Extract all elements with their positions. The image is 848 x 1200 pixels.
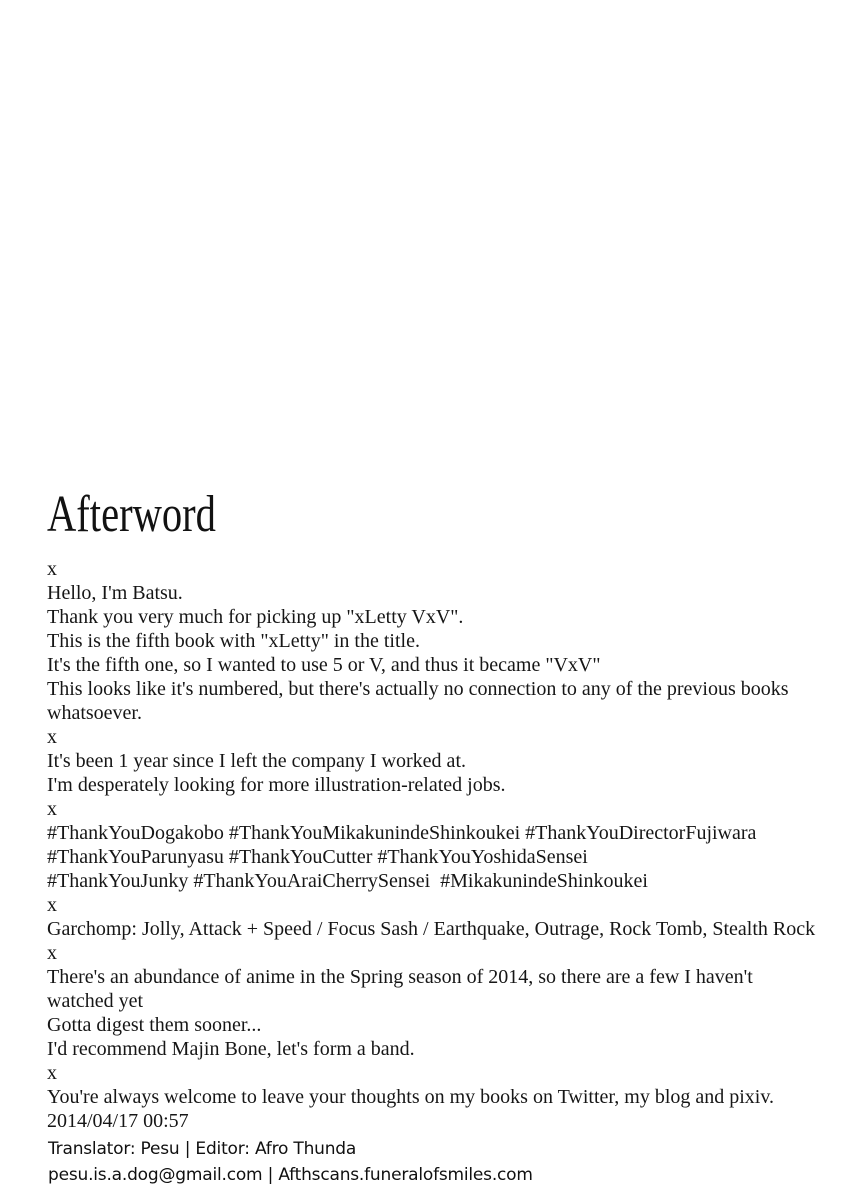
body-text-line: There's an abundance of anime in the Spring season of 2014, so there are a few I haven't	[47, 966, 753, 988]
body-text-line: x	[47, 798, 57, 820]
afterword-body	[47, 557, 819, 1133]
body-text-line: watched yet	[47, 990, 144, 1012]
body-text-line: Garchomp: Jolly, Attack + Speed / Focus Sash / Earthquake, Outrage, Rock Tomb, Stealth Rock	[47, 918, 816, 940]
body-text-line: This is the fifth book with "xLetty" in the title.	[47, 630, 420, 652]
body-text-line: It's the fifth one, so I wanted to use 5 or V, and thus it became "VxV"	[47, 654, 601, 676]
body-text-line: whatsoever.	[47, 702, 142, 724]
contact-line: pesu.is.a.dog@gmail.com | Afthscans.funeralofsmiles.com	[48, 1165, 533, 1185]
translator-credits	[48, 1136, 533, 1188]
page-title: Afterword	[47, 486, 216, 543]
body-text-line: x	[47, 894, 57, 916]
body-text-line: This looks like it's numbered, but there's actually no connection to any of the previous books	[47, 678, 789, 700]
body-text-line: x	[47, 942, 57, 964]
body-text-line: You're always welcome to leave your thoughts on my books on Twitter, my blog and pixiv.	[47, 1086, 775, 1108]
body-text-line: I'd recommend Majin Bone, let's form a band.	[47, 1038, 415, 1060]
body-text-line: #ThankYouJunky #ThankYouAraiCherrySensei #MikakunindeShinkoukei	[47, 870, 648, 892]
body-text-line: It's been 1 year since I left the company I worked at.	[47, 750, 466, 772]
translator-editor-line: Translator: Pesu | Editor: Afro Thunda	[48, 1139, 357, 1159]
body-text-line: x	[47, 726, 57, 748]
body-text-line: x	[47, 1062, 57, 1084]
body-text-line: I'm desperately looking for more illustration-related jobs.	[47, 774, 506, 796]
body-text-line: #ThankYouDogakobo #ThankYouMikakunindeShinkoukei #ThankYouDirectorFujiwara	[47, 822, 757, 844]
body-text-line: #ThankYouParunyasu #ThankYouCutter #ThankYouYoshidaSensei	[47, 846, 588, 868]
body-text-line: Hello, I'm Batsu.	[47, 582, 183, 604]
body-text-line: 2014/04/17 00:57	[47, 1110, 189, 1132]
body-text-line: x	[47, 558, 57, 580]
body-text-line: Thank you very much for picking up "xLetty VxV".	[47, 606, 464, 628]
body-text-line: Gotta digest them sooner...	[47, 1014, 262, 1036]
